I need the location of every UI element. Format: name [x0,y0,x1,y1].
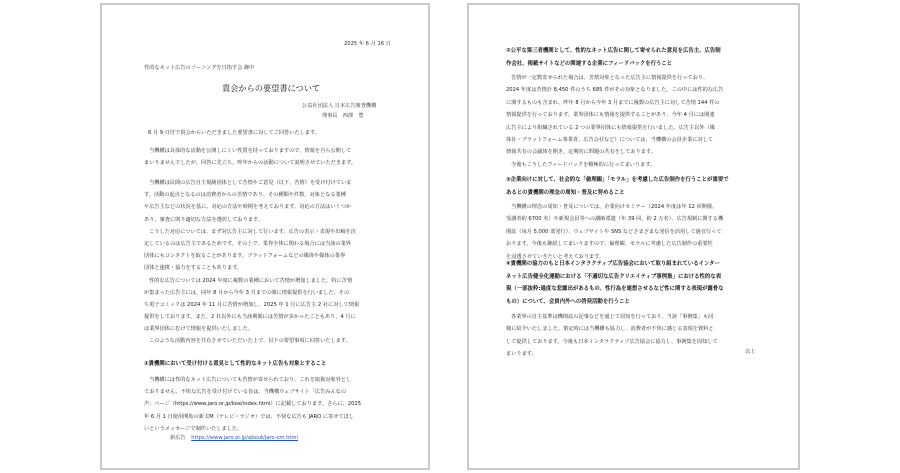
paragraph-activities: 当機構は民間の広告自主規制団体として苦情やご意見（以下、苦情）を受け付けていま す。活動の起点となるのは消費者からの苦情であり、その種類や件数、対象となる業種 や広告主などの状況を基に、対応の方法や時期を考えております。対応の方法はいくつか あり、審査に則り適切な方法を選択しております。 こうした対応については、まず対広告主に対して行います。広告の表示・表現や出稿を決 定しているのは広告主であるためです。その上で、業界全体に関わる場合には当該の業界 団体にもコンタクトを取ることがあります。プラットフォームなどの媒体や媒体の業界 団体と連携・協力をすることもあります。 性的な広告については 2024 年度に複数の業種において苦情が増加しました。特に苦情 が集まった広告主には、同年 8 月から今年 3 月までの間に情報提供を行いました。その ち電子コミックは 2024 年 11 月に苦情が増加し、2025 年 1 月に広告主 2 社に対して情報 提供をしております。また、2 社以外にも当該期間には苦情が多かったこともあり、4 月に は業界団体にむけて情報を提供いたしました。 [144,180,360,333]
section-1-heading: ①貴機関において受け付ける意見として性的なネット広告も対象とすること [144,361,327,367]
section-2-heading: ②公平な第三者機関として、性的なネット広告に関して寄せられた意見を広告主、広告制 作会社、掲載サイトなどの関連する企業にフィードバックを行うこと [506,48,721,67]
paragraph-intro: 6 月 9 日付で貴会からいただきました要望書に対してご回答いたします。 [148,130,320,136]
new-ad-link[interactable]: https://www.jaro.or.jp/about/jaro-cm.html [191,435,298,441]
section-2-body: 苦情が一定数寄せられた場合は、苦情対象となった広告主に情報提供を行っており、 2024 年度は苦情計 8,450 件のうち 685 件がその対象となりました。この中には性的な広告 に関するものも含まれ、昨年 8 月から今年 3 月までに複数の広告主に対して苦情 144 件の 情報提供を行っております。業界団体にも情報を提供することがあり、今年 4 月には関連 広告主により組織されている 2 つの業界団体にも情報提供を行いました。広告主以外（媒 体社・プラットフォーム事業者、広告会社など）については、当機構の会員企業に対して 情報共有の会議体を開き、定期的に問題の共有をしております。 今後もこうしたフィードバックを積極的に行ってまいります。 [506,75,724,168]
document-page-1 [100,3,430,470]
letter-addressee: 性的なネット広告のゾーニングを日指す会 御中 [144,65,255,71]
section-4-body: 各業界の自主基準は機関誌の記事などを通じて周知を行っており、当該「事例集」も同 様に紹介いたしました。策定時には当機構も協力し、消費者が不快に感じる表現を資料と して提供しております。今後も日本インタラクティブ広告協会に協力し、事例集を周知して まいります。 [506,314,718,358]
paragraph-transition: このような活動内容を共有させていただいた上で、以下の要望事項に回答いたします。 [149,338,351,344]
paragraph-background: 当機構は具体的な活動を公開しにくい性質を持っておりますので、情報を自ら公開して まいりませんでしたが、回答に先立ち、昨年からの活動について説明させていただきます。 [144,148,357,167]
section-3-heading: ③企業向けに対して、社会的な「倫理観」「モラル」を考慮した広告制作を行うことが重要で あるとの貴機関の理念の周知・普及に努めること [506,177,729,196]
document-page-2 [467,3,800,470]
letter-date: 2025 年 6 月 16 日 [344,41,391,47]
closing-mark: 以上 [745,349,756,355]
new-ad-line [170,432,298,444]
section-4-heading: ④貴機関の協力のもと日本インタラクティブ広告協会において取り組まれているインター ネット広告健全化運動における「不適切な広告クリエイティブ事例集」における性的な表 現（一部抜粋:過度な悲露出があるもの、性行為を連想させるなど性に関する表現が露骨な もの）について、会員内外への啓発活動を行うこと [506,261,724,305]
section-1-body: 当機構には性的なネット広告についても苦情が寄せられており、これを取扱対象外とし ておりません。不快な広告を受け付けている旨は、当機構ウェブサイト「広告みんなの 声」ページ（https://www.jaro.or.jp/koe/index.html）に記載しております。さらに、2025 年 6 月 1 日使用開始の新 CM（テレビ・ラジオ）では、不快な広告も JARO に寄せてほし いというメッセージで制作いたしました。 [144,377,362,432]
new-ad-label: 新広告 [170,435,186,441]
sender-organization: 公益社団法人 日本広告審査機構 [302,103,377,109]
letter-title: 貴会からの要望書について [222,83,321,93]
section-3-body: 当機構の理念の周知・普及については、企業向けセミナー（2024 年度は年 12 回開催、 受講者約 6700 名）や新規会員等への講師派遣（年 39 回、約 2 万名）、広告規制に関する機 関誌（毎月 5,000 部発行）、ウェブサイトや SNS などさまざまな発信を活用して過宜行って おります。今後も継続してまいりますので、倫理観、モラルに考慮した広告制作の重要性 を浸透させていきたいと考えております。 [506,204,724,260]
sender-signer: 理事長 西澤 豊 [322,113,364,119]
